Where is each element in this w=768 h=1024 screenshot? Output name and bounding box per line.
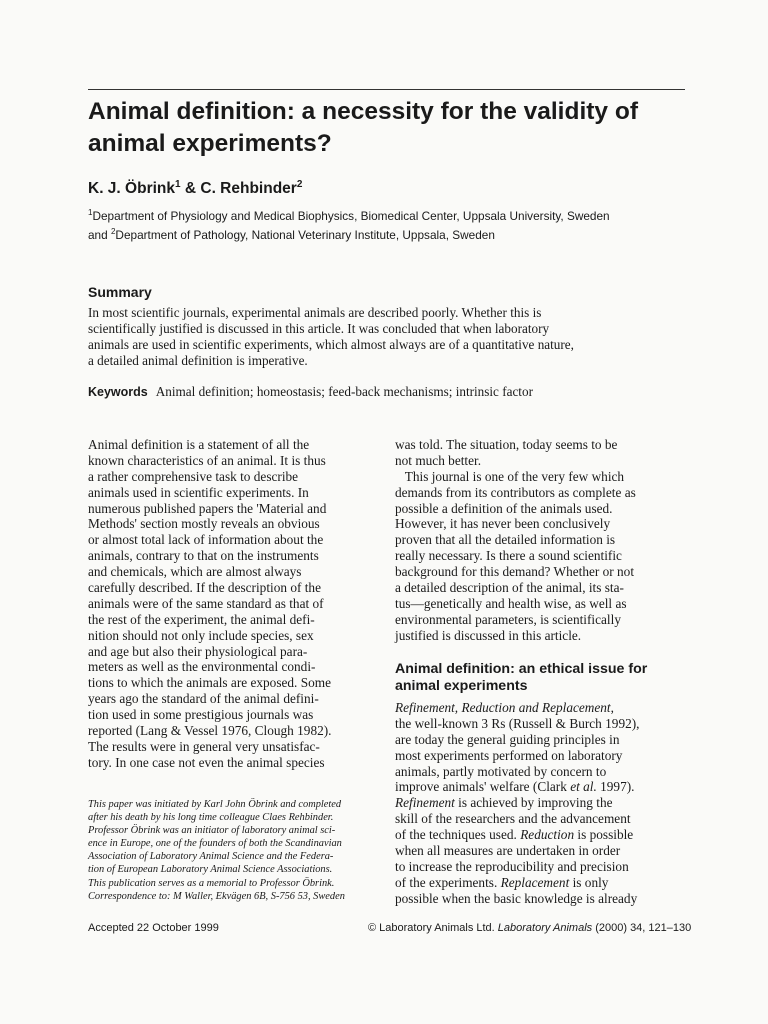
body-text-line: proven that all the detailed information is <box>395 532 616 548</box>
body-text-line: known characteristics of an animal. It is thus <box>88 452 326 468</box>
author-separator: & <box>180 180 201 198</box>
affiliation-2-superscript: 2 <box>110 226 116 236</box>
keywords-text: Animal definition; homeostasis; feed-back mechanisms; intrinsic factor <box>155 384 533 399</box>
body-text-line: years ago the standard of the animal defini- <box>88 691 319 707</box>
body-text-line: possible when the basic knowledge is already <box>395 890 638 906</box>
body-text-line: or almost total lack of information about the <box>88 532 324 548</box>
body-text-line: animals were of the same standard as that of <box>88 595 324 611</box>
footnote-line: Correspondence to: M Waller, Ekvägen 6B, S-756 53, Sweden <box>88 890 345 902</box>
journal-name: Laboratory Animals <box>497 922 593 934</box>
body-text-line: meters as well as the environmental condi- <box>88 659 316 675</box>
author-1: K. J. Öbrink <box>88 180 175 198</box>
body-text-line: background for this demand? Whether or not <box>395 564 635 580</box>
body-text-line: tion used in some prestigious journals was <box>88 707 314 723</box>
body-text-line: the rest of the experiment, the animal defi- <box>88 611 315 627</box>
body-text-line: environmental parameters, is scientifically <box>395 611 621 627</box>
body-text-line: not much better. <box>395 452 482 468</box>
copyright-line <box>368 922 691 934</box>
footnote <box>88 798 388 903</box>
body-left-column <box>88 437 378 771</box>
body-text-line: carefully described. If the description of the <box>88 580 321 596</box>
body-text-line: animals, partly motivated by concern to <box>395 763 607 779</box>
body-text-line: The results were in general very unsatisfac- <box>88 738 320 754</box>
body-text-line: and chemicals, which are almost always <box>88 564 302 580</box>
body-text-line: are today the general guiding principles in <box>395 731 620 747</box>
body-text-line: reported (Lang & Vessel 1976, Clough 1982). <box>88 723 332 739</box>
summary-line: animals are used in scientific experiments, which almost always are of a quantitative nature, <box>88 337 574 352</box>
authors <box>88 179 302 198</box>
body-text-line: was told. The situation, today seems to be <box>395 437 618 452</box>
body-text-line: animals used in scientific experiments. In <box>88 484 309 500</box>
body-text-line: Refinement is achieved by improving the <box>395 795 613 811</box>
section-heading-line-1: Animal definition: an ethical issue for <box>395 661 648 677</box>
author-1-superscript: 1 <box>175 179 181 190</box>
body-text-line: animals, contrary to that on the instruments <box>88 548 319 564</box>
summary-heading: Summary <box>88 284 152 300</box>
affiliation-1-superscript: 1 <box>88 208 93 217</box>
summary-line: scientifically justified is discussed in this article. It was concluded that when laboratory <box>88 321 550 336</box>
author-2: C. Rehbinder <box>200 180 297 198</box>
body-text-line: tus—genetically and health wise, as well as <box>395 595 627 611</box>
footnote-line: tion of European Laboratory Animal Science Associations. <box>88 864 333 876</box>
author-2-superscript: 2 <box>296 179 303 190</box>
body-text-line: numerous published papers the 'Material and <box>88 500 327 516</box>
body-text-line: tory. In one case not even the animal species <box>88 754 325 770</box>
body-text-line: of the experiments. Replacement is only <box>395 874 609 890</box>
section-heading <box>395 661 695 695</box>
summary-line: a detailed animal definition is imperative. <box>88 353 308 368</box>
body-text-line: demands from its contributors as complete as <box>395 484 636 500</box>
top-rule <box>88 89 685 90</box>
footnote-line: This publication serves as a memorial to Professor Öbrink. <box>88 877 335 889</box>
article-title: Animal definition: a necessity for the validity of animal experiments? <box>88 98 638 157</box>
copyright-prefix: © Laboratory Animals Ltd. <box>368 922 498 934</box>
body-text-line: Methods' section mostly reveals an obvious <box>88 516 320 532</box>
affiliation-2 <box>88 224 688 243</box>
keywords <box>88 384 533 400</box>
body-text-line: to increase the reproducibility and precision <box>395 858 629 874</box>
body-text-line: possible a definition of the animals used. <box>395 500 613 516</box>
body-text-line: Animal definition is a statement of all the <box>88 437 310 452</box>
body-text-line: However, it has never been conclusively <box>395 516 611 532</box>
affiliation-2-prefix: and <box>88 227 111 242</box>
body-text-line: tions to which the animals are exposed. Some <box>88 675 331 691</box>
body-right-column-top <box>395 437 687 644</box>
body-text-line: skill of the researchers and the advancement <box>395 811 631 827</box>
body-text-line: a detailed description of the animal, its sta- <box>395 580 624 596</box>
summary-line: In most scientific journals, experimental animals are described poorly. Whether this is <box>88 305 542 320</box>
summary-text <box>88 305 688 369</box>
body-text-line: justified is discussed in this article. <box>395 627 582 643</box>
body-text-line: of the techniques used. Reduction is possible <box>395 827 634 843</box>
footnote-line: This paper was initiated by Karl John Öbrink and completed <box>88 799 342 810</box>
body-text-line: when all measures are undertaken in order <box>395 843 621 859</box>
body-text-line: Refinement, Reduction and Replacement, <box>395 700 614 715</box>
body-text-line: nition should not only include species, sex <box>88 627 314 643</box>
keywords-label: Keywords <box>88 385 148 399</box>
body-text-line: most experiments performed on laboratory <box>395 747 623 763</box>
body-text-line: a rather comprehensive task to describe <box>88 468 299 484</box>
body-right-column-bottom <box>395 700 687 907</box>
affiliations <box>88 205 688 243</box>
section-heading-line-2: animal experiments <box>395 678 528 694</box>
affiliation-1-text: Department of Physiology and Medical Biophysics, Biomedical Center, Uppsala University, Sweden <box>92 208 610 223</box>
accepted-date: Accepted 22 October 1999 <box>88 922 219 934</box>
body-text-line: improve animals' welfare (Clark et al. 1997). <box>395 779 635 795</box>
body-text-line: and age but also their physiological para- <box>88 643 308 659</box>
affiliation-1 <box>88 205 688 224</box>
body-text-line: the well-known 3 Rs (Russell & Burch 1992), <box>395 715 640 731</box>
footnote-line: Professor Öbrink was an initiator of laboratory animal sci- <box>88 825 336 837</box>
footnote-line: ence in Europe, one of the founders of both the Scandinavian <box>88 838 342 850</box>
affiliation-2-text: Department of Pathology, National Veterinary Institute, Uppsala, Sweden <box>115 227 495 242</box>
footnote-line: after his death by his long time colleague Claes Rehbinder. <box>88 812 334 824</box>
body-text-line: This journal is one of the very few which <box>395 468 625 484</box>
footnote-line: Association of Laboratory Animal Science and the Federa- <box>88 851 334 863</box>
citation: (2000) 34, 121–130 <box>592 922 692 934</box>
body-text-line: really necessary. Is there a sound scientific <box>395 548 622 564</box>
